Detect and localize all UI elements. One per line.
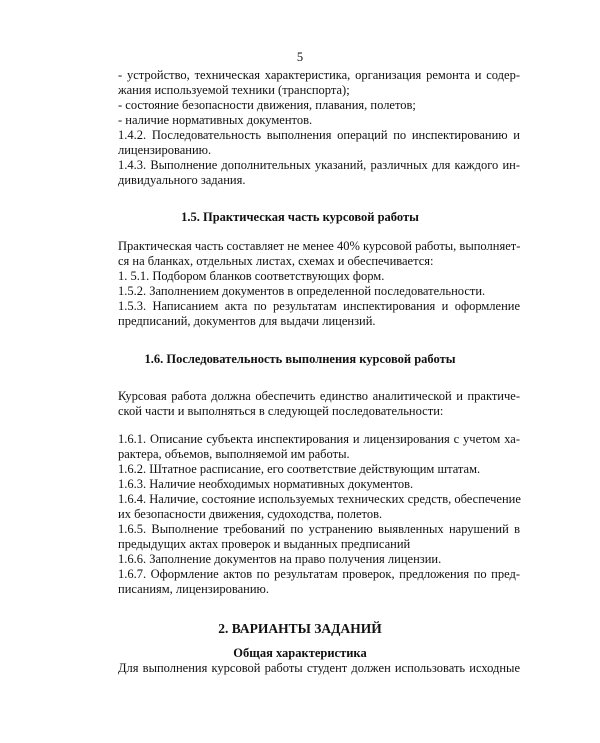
text-line: 1.6.7. Оформление актов по результатам проверок, предложения по пред- <box>118 567 520 581</box>
text-line: 1.5.3. Написанием акта по результатам инспектирования и оформление <box>118 299 520 313</box>
text-line: лицензированию. <box>118 143 212 157</box>
section-heading-1-6: 1.6. Последовательность выполнения курсовой работы <box>144 352 456 366</box>
text-line: 1.5.2. Заполнением документов в определенной последовательности. <box>118 284 486 298</box>
text-line: 1.4.3. Выполнение дополнительных указаний, различных для каждого ин- <box>118 158 520 172</box>
text-line: 1.6.6. Заполнение документов на право получения лицензии. <box>118 552 442 566</box>
text-line: жания используемой техники (транспорта); <box>118 83 350 97</box>
section-heading-2: 2. ВАРИАНТЫ ЗАДАНИЙ <box>218 621 382 636</box>
text-line: 1.6.3. Наличие необходимых нормативных документов. <box>118 477 414 491</box>
text-line: предписаний, документов для выдачи лицензий. <box>118 314 376 328</box>
page-number: 5 <box>296 50 304 64</box>
text-line: Для выполнения курсовой работы студент должен использовать исходные <box>118 661 520 675</box>
text-line: Курсовая работа должна обеспечить единство аналитической и практиче- <box>118 389 520 403</box>
text-line: - состояние безопасности движения, плавания, полетов; <box>118 98 416 112</box>
text-line: 1. 5.1. Подбором бланков соответствующих форм. <box>118 269 385 283</box>
text-line: 1.6.4. Наличие, состояние используемых технических средств, обеспечение <box>118 492 521 506</box>
text-line: предыдущих актах проверок и выданных предписаний <box>118 537 411 551</box>
text-line: дивидуального задания. <box>118 173 246 187</box>
text-line: рактера, объемов, выполняемой им работы. <box>118 447 350 461</box>
text-line: 1.4.2. Последовательность выполнения операций по инспектированию и <box>118 128 520 142</box>
text-line: писаниям, лицензированию. <box>118 582 270 596</box>
text-line: 1.6.2. Штатное расписание, его соответствие действующим штатам. <box>118 462 481 476</box>
text-line: Практическая часть составляет не менее 40% курсовой работы, выполняет- <box>118 239 521 253</box>
section-heading-1-5: 1.5. Практическая часть курсовой работы <box>181 210 419 224</box>
text-line: ся на бланках, отдельных листах, схемах и обеспечивается: <box>118 254 434 268</box>
text-line: ской части и выполняться в следующей последовательности: <box>118 404 444 418</box>
text-line: 1.6.1. Описание субъекта инспектирования и лицензирования с учетом ха- <box>118 432 520 446</box>
text-line: - устройство, техническая характеристика, организация ремонта и содер- <box>118 68 520 82</box>
subsection-heading: Общая характеристика <box>233 646 367 660</box>
text-line: их безопасности движения, судоходства, полетов. <box>118 507 383 521</box>
text-line: - наличие нормативных документов. <box>118 113 313 127</box>
text-line: 1.6.5. Выполнение требований по устранению выявленных нарушений в <box>118 522 520 536</box>
